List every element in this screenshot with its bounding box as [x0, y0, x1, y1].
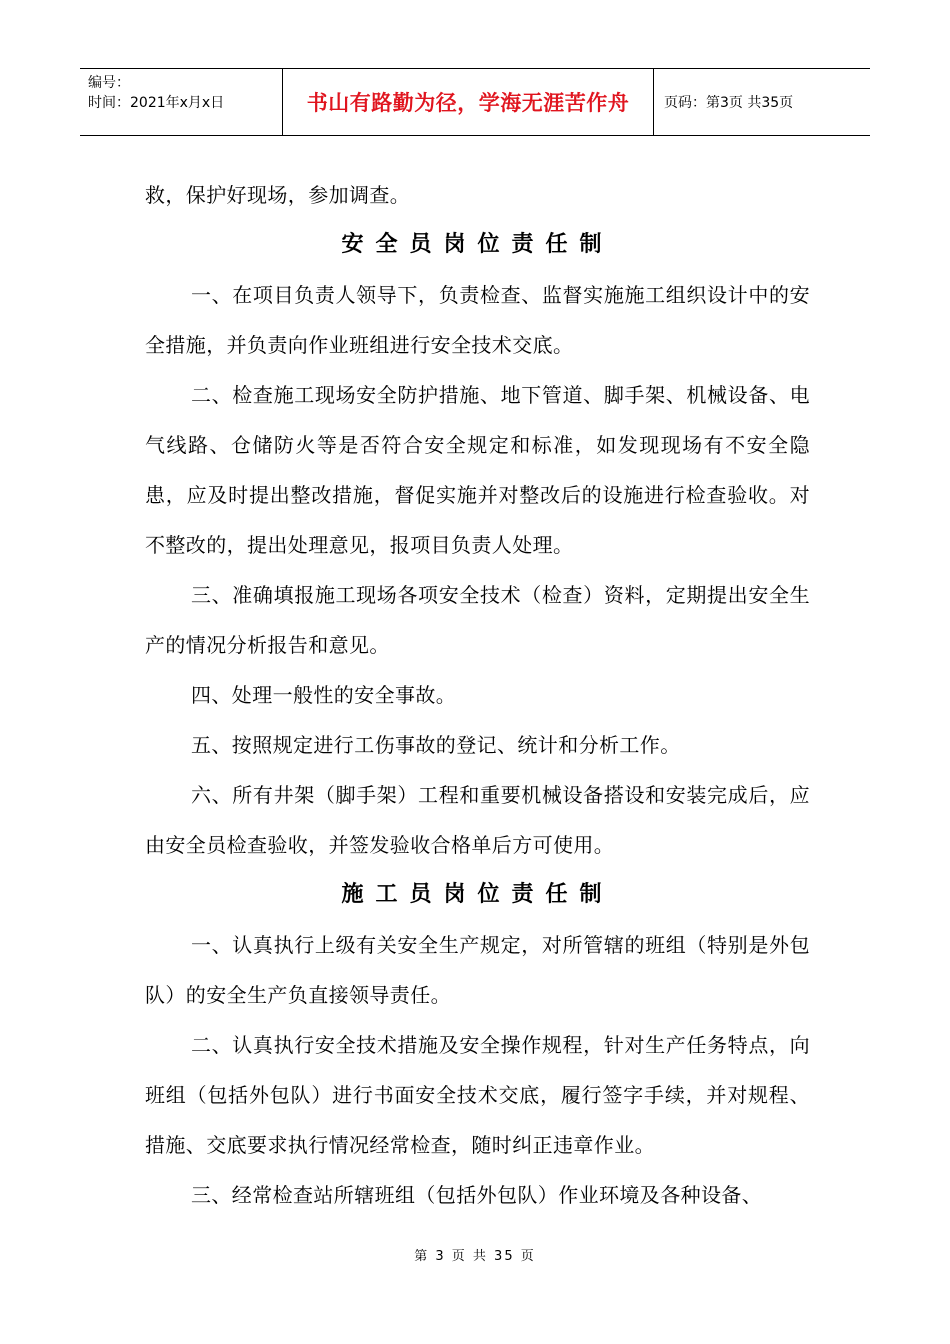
safety-officer-item-1: 一、在项目负责人领导下，负责检查、监督实施施工组织设计中的安全措施，并负责向作业班组进行安全技术交底。: [145, 283, 810, 357]
document-number-label: 编号：: [88, 75, 130, 91]
header-table: [80, 68, 870, 136]
header-motto: 书山有路勤为径，学海无涯苦作舟: [306, 91, 630, 115]
header-page-label: 页码：第3页 共35页: [664, 95, 794, 111]
document-date-label: 时间：2021年x月x日: [88, 95, 225, 111]
construction-officer-item-1: 一、认真执行上级有关安全生产规定，对所管辖的班组（特别是外包队）的安全生产负直接领导责任。: [145, 933, 810, 1007]
construction-officer-item-3: 三、经常检查站所辖班组（包括外包队）作业环境及各种设备、: [191, 1183, 763, 1207]
footer-page-number: 第 3 页 共 35 页: [414, 1249, 536, 1264]
header-page-cell: [654, 69, 870, 135]
safety-officer-item-5: 五、按照规定进行工伤事故的登记、统计和分析工作。: [191, 733, 681, 757]
construction-officer-item-2: 二、认真执行安全技术措施及安全操作规程，针对生产任务特点，向班组（包括外包队）进行书面安全技术交底，履行签字手续，并对规程、措施、交底要求执行情况经常检查，随时纠正违章作业。: [145, 1033, 810, 1157]
section-title-construction-officer: 施工员岗位责任制: [341, 882, 614, 907]
safety-officer-item-4: 四、处理一般性的安全事故。: [191, 683, 457, 707]
safety-officer-item-3: 三、准确填报施工现场各项安全技术（检查）资料，定期提出安全生产的情况分析报告和意见。: [145, 583, 810, 657]
intro-paragraph-tail: 救，保护好现场，参加调查。: [145, 183, 411, 207]
safety-officer-item-2: 二、检查施工现场安全防护措施、地下管道、脚手架、机械设备、电气线路、仓储防火等是否符合安全规定和标准，如发现现场有不安全隐患，应及时提出整改措施，督促实施并对整改后的设施进行检查验收。对不整改的，提出处理意见，报项目负责人处理。: [145, 383, 810, 557]
header-info-cell: [80, 69, 283, 135]
section-title-safety-officer: 安全员岗位责任制: [341, 232, 614, 257]
safety-officer-item-6: 六、所有井架（脚手架）工程和重要机械设备搭设和安装完成后，应由安全员检查验收，并签发验收合格单后方可使用。: [145, 783, 810, 857]
document-body: [145, 170, 810, 1220]
page-footer: [0, 1245, 950, 1264]
header-motto-cell: [283, 69, 654, 135]
